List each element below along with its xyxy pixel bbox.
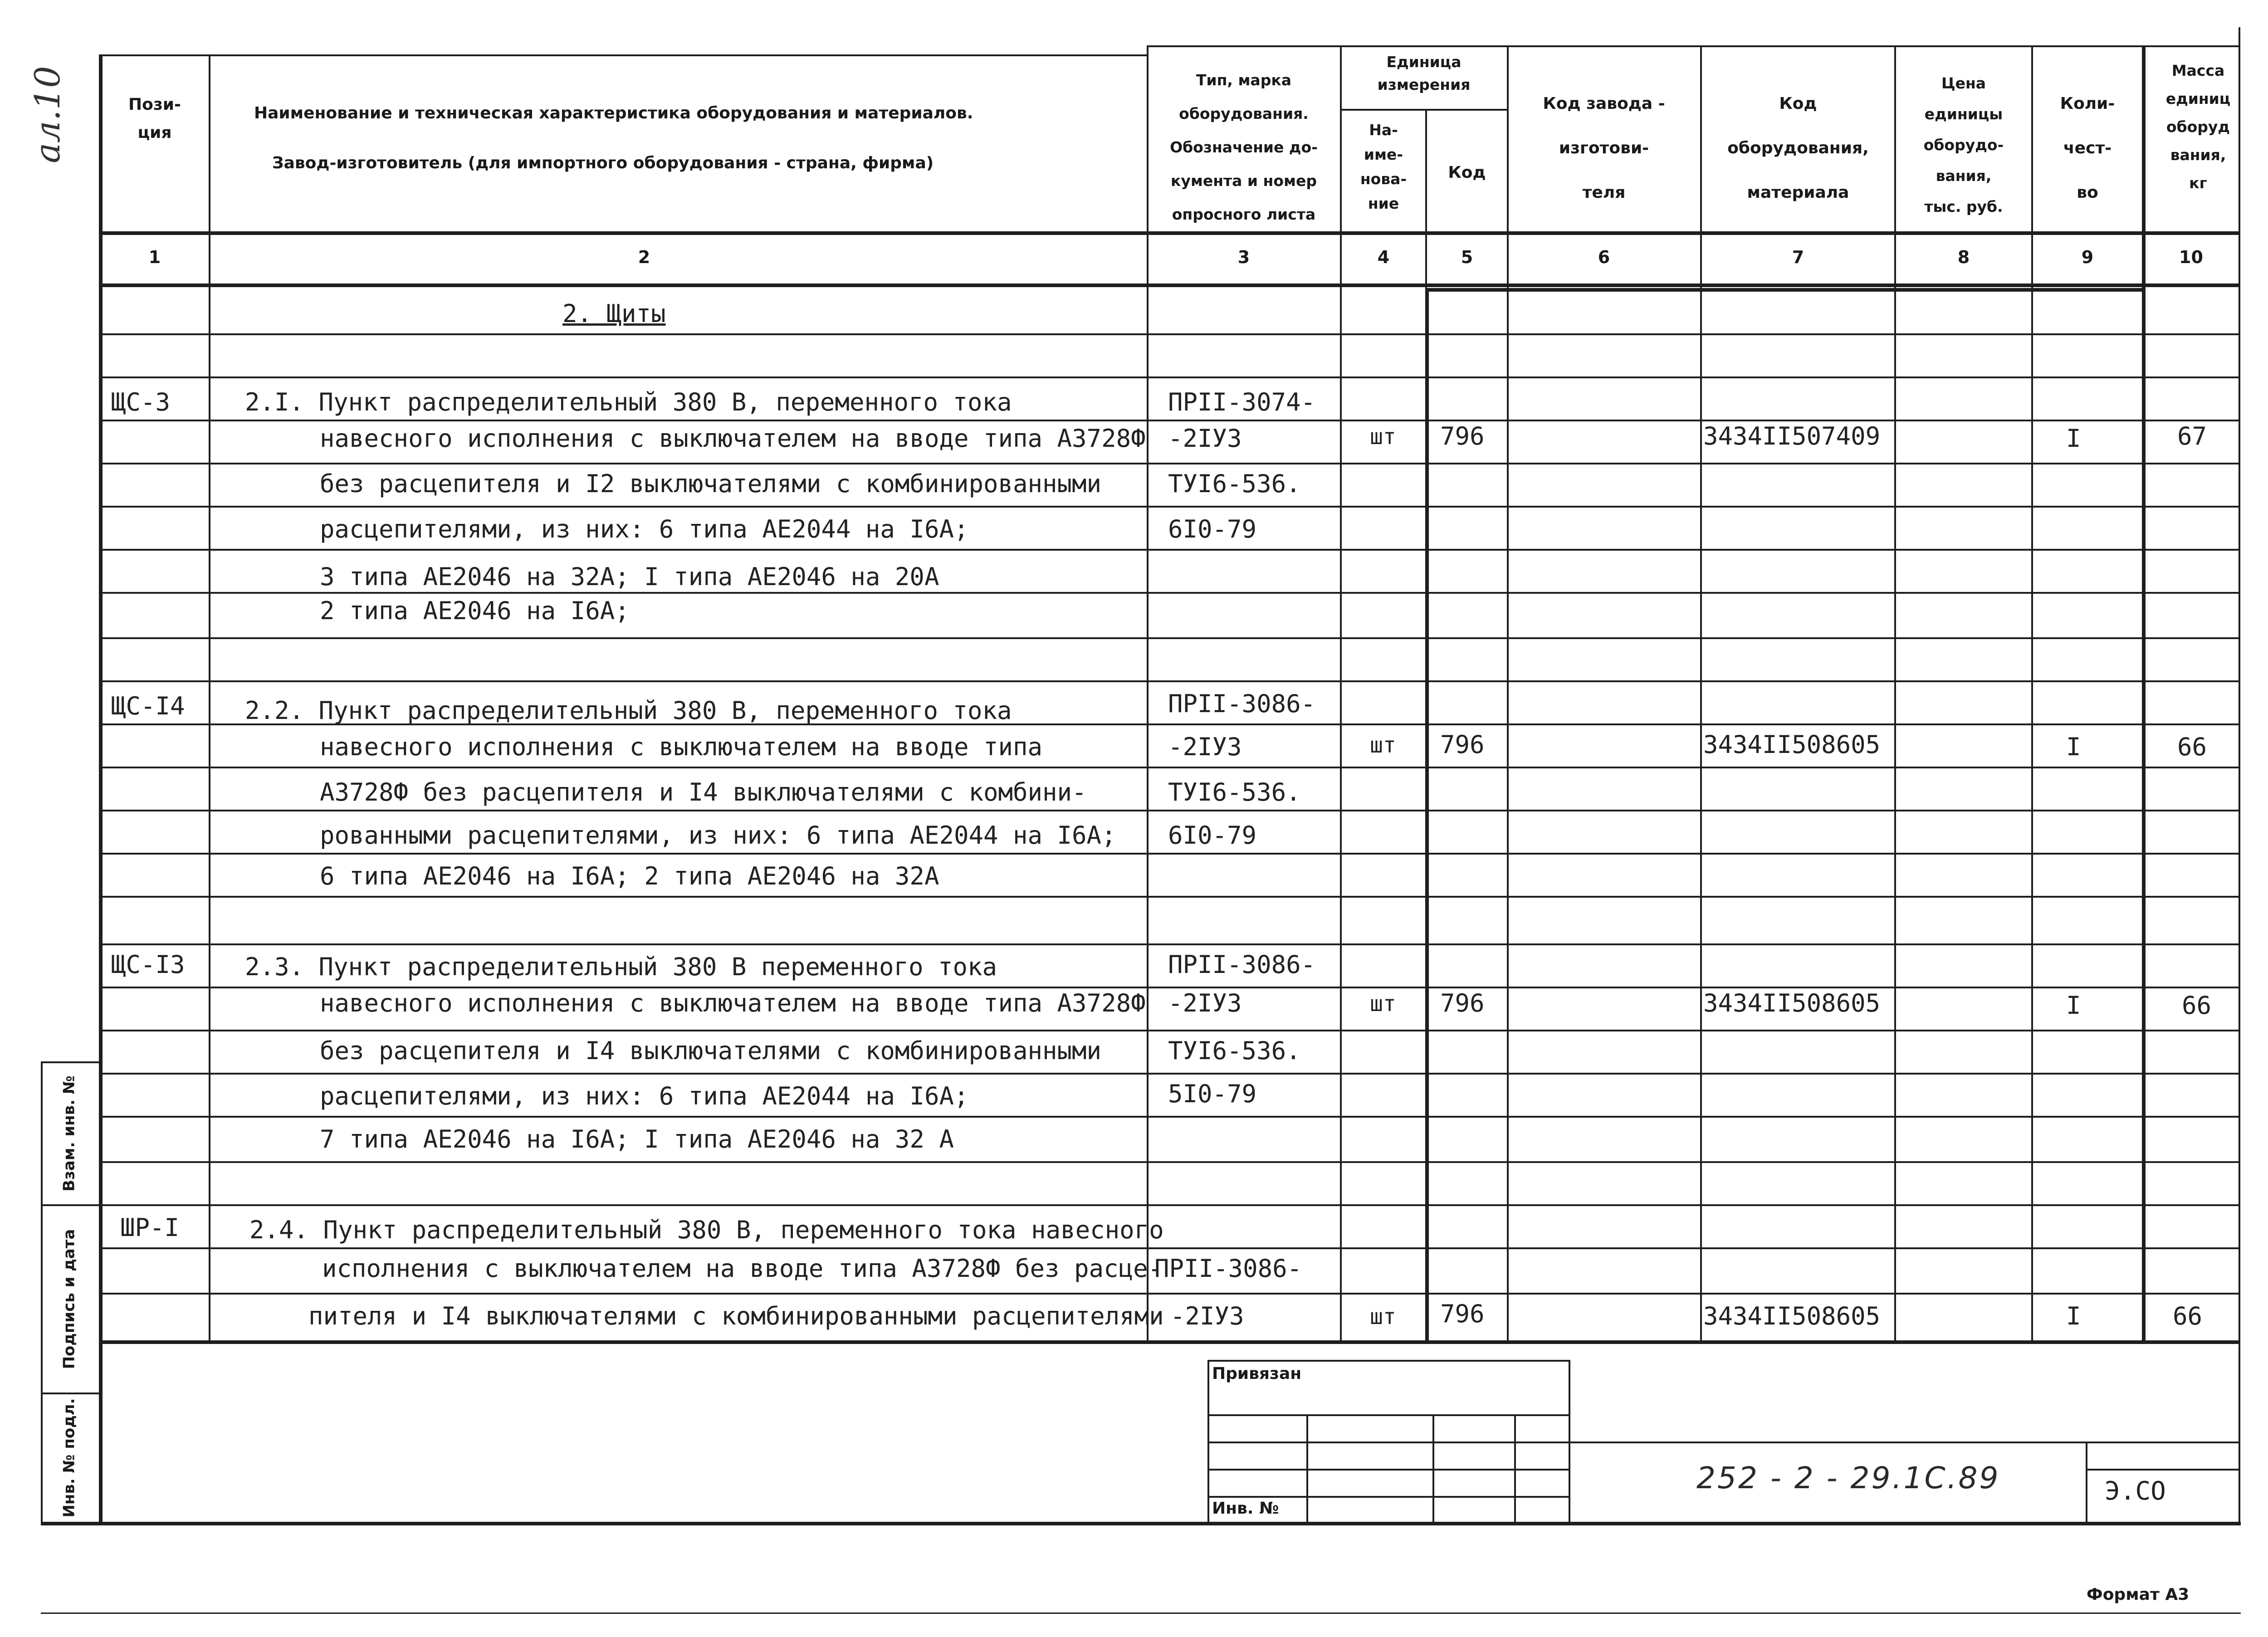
item-type: -2IУ3 [1168,733,1242,761]
item-type: 6I0-79 [1168,821,1257,850]
item-unit: шт [1370,424,1396,450]
item-mass: 67 [2177,422,2207,450]
item-line: 7 типа АЕ2046 на I6А; I типа АЕ2046 на 32 А [320,1125,954,1153]
item-type: -2IУ3 [1168,424,1242,453]
item-type: ТУI6-536. [1168,1036,1301,1065]
item-type: -2IУ3 [1168,989,1242,1017]
item-line: 2.2. Пункт распределительный 380 В, переменного тока [245,696,1012,725]
item-unit-code: 796 [1440,422,1485,450]
header-price: Цена единицы оборудо- вания, тыс. руб. [1923,74,2004,215]
colnum-8: 8 [1957,247,1970,267]
item-equip-code: 3434II508605 [1703,1302,1881,1330]
item-line: без расцепителя и I2 выключателями с комбинированными [320,469,1102,498]
sheet-marker: ал.10 [27,66,68,163]
item-mass: 66 [2177,733,2207,761]
item-qty: I [2066,733,2081,761]
colnum-7: 7 [1792,247,1804,267]
item-type: 5I0-79 [1168,1080,1257,1108]
item-pos: ЩС-I3 [111,950,185,979]
item-line: исполнения с выключателем на вводе типа А3728Ф без расце- [322,1254,1163,1283]
item-line: навесного исполнения с выключателем на вводе типа [320,733,1043,761]
item-line: 2.I. Пункт распределительный 380 В, переменного тока [245,388,1012,416]
colnum-6: 6 [1598,247,1610,267]
header-equip-code: Код оборудования, материала [1727,94,1869,202]
stamp-inv-no: Инв. № [1212,1499,1279,1518]
colnum-9: 9 [2081,247,2094,267]
item-qty: I [2066,1302,2081,1330]
item-equip-code: 3434II508605 [1703,730,1881,759]
item-line: без расцепителя и I4 выключателями с комбинированными [320,1036,1102,1065]
item-pos: ЩС-3 [111,388,171,416]
item-line: 6 типа АЕ2046 на I6А; 2 типа АЕ2046 на 32А [320,862,939,890]
section-title: 2. Щиты [562,299,666,328]
colnum-2: 2 [638,247,650,267]
header-mass: Масса единиц оборуд вания, кг [2165,62,2231,192]
header-name: Наименование и техническая характеристика оборудования и материалов. Завод-изготовитель (для импортного оборудования - страна, фирма) [254,104,973,172]
header-pos: Пози- ция [128,95,181,142]
side-stamp-vzam: Взам. инв. № [60,1075,78,1192]
item-equip-code: 3434II508605 [1703,989,1881,1017]
item-equip-code: 3434II507409 [1703,422,1881,450]
item-unit-code: 796 [1440,730,1485,759]
header-unit-name: На- име- нова- ние [1360,121,1407,212]
header-type: Тип, марка оборудования. Обозначение до- кумента и номер опросного листа [1170,71,1318,223]
colnum-1: 1 [148,247,161,267]
item-line: 2.3. Пункт распределительный 380 В переменного тока [245,953,997,981]
format-label: Формат А3 [2087,1585,2190,1604]
side-stamp-podpis: Подпись и дата [60,1229,78,1369]
item-type: ПРII-3074- [1168,388,1316,416]
header-qty: Коли- чест- во [2060,94,2115,202]
header-unit-group: Единица измерения [1377,53,1471,93]
header-unit-code: Код [1448,163,1486,182]
item-unit: шт [1370,991,1396,1016]
colnum-4: 4 [1377,247,1390,267]
item-line: пителя и I4 выключателями с комбинированными расцепителями [308,1302,1164,1330]
stamp-privyazan: Привязан [1212,1364,1302,1383]
item-mass: 66 [2173,1302,2203,1330]
item-pos: ШР-I [120,1213,180,1242]
item-type: 6I0-79 [1168,515,1257,543]
item-line: 2 типа АЕ2046 на I6А; [320,596,630,625]
item-type: ТУI6-536. [1168,469,1301,498]
colnum-10: 10 [2179,247,2203,267]
item-unit-code: 796 [1440,1300,1485,1328]
item-type: ПРII-3086- [1168,950,1316,979]
item-line: навесного исполнения с выключателем на вводе типа А3728Ф [320,989,1146,1017]
item-unit: шт [1370,1304,1396,1329]
colnum-3: 3 [1237,247,1250,267]
item-type: -2IУ3 [1170,1302,1244,1330]
item-line: 3 типа АЕ2046 на 32А; I типа АЕ2046 на 20А [320,562,939,591]
side-stamp-inv-podl: Инв. № подл. [60,1398,78,1518]
item-qty: I [2066,991,2081,1020]
header-factory: Код завода - изготови- теля [1543,94,1665,202]
item-unit-code: 796 [1440,989,1485,1017]
colnum-5: 5 [1461,247,1473,267]
item-line: навесного исполнения с выключателем на вводе типа А3728Ф [320,424,1146,453]
item-unit: шт [1370,733,1396,758]
item-pos: ЩС-I4 [111,692,185,720]
item-type: ПРII-3086- [1168,689,1316,718]
item-qty: I [2066,424,2081,453]
item-line: расцепителями, из них: 6 типа АЕ2044 на I6А; [320,1082,969,1110]
item-type: ПРII-3086- [1154,1254,1302,1283]
item-line: 2.4. Пункт распределительный 380 В, переменного тока навесного [249,1216,1164,1244]
item-mass: 66 [2182,991,2212,1020]
item-type: ТУI6-536. [1168,778,1301,806]
item-line: А3728Ф без расцепителя и I4 выключателями с комбини- [320,778,1087,806]
item-line: рованными расцепителями, из них: 6 типа АЕ2044 на I6А; [320,821,1116,850]
sheet-code: Э.СО [2105,1476,2166,1506]
item-line: расцепителями, из них: 6 типа АЕ2044 на I6А; [320,515,969,543]
doc-code: 252 - 2 - 29.1С.89 [1696,1461,2000,1495]
